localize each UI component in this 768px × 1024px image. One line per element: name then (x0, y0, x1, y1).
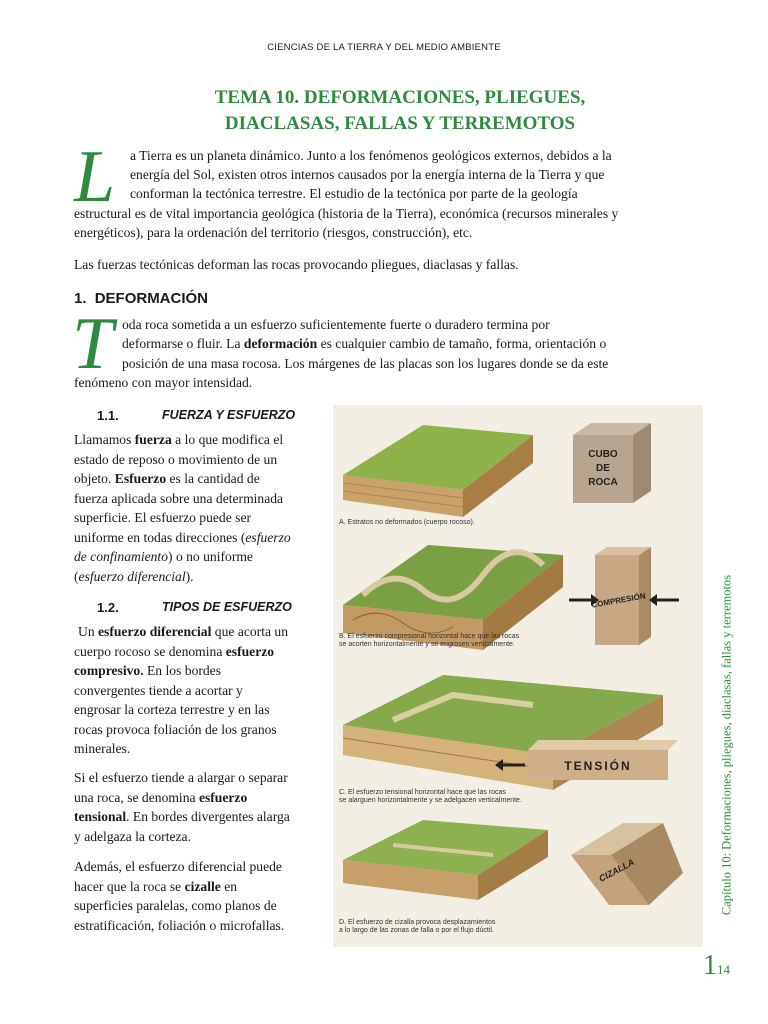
text-run: ). (185, 568, 194, 584)
caption-line: D. El esfuerzo de cizalla provoca desplazamientos (339, 919, 496, 926)
text-run: ( (74, 568, 79, 584)
text-run: Un (78, 624, 99, 639)
caption-line: C. El esfuerzo tensional horizontal hace que las rocas (339, 789, 506, 796)
running-header: CIENCIAS DE LA TIERRA Y DEL MEDIO AMBIENTE (267, 42, 501, 53)
text-run: cuerpo rocoso se denomina (74, 643, 226, 659)
text-run: objeto. (74, 471, 115, 486)
italic-term: esfuerzo diferencial (78, 568, 186, 584)
sub2-paragraph-3 (74, 857, 332, 935)
caption-line: se acorten horizontalmente y se engrosen verticalmente. (339, 641, 515, 648)
text-line: minerales. (74, 741, 131, 756)
intro-line: estructural es de vital importancia geológica (historia de la Tierra), económica (recursos minerales y (74, 206, 619, 221)
intro-line: energía del Sol, existen otros internos causados por la energía interna de la Tierra y que (130, 167, 605, 182)
compression-label: COMPRESIÓN (590, 591, 647, 610)
caption-line: se alarguen horizontalmente y se adelgacen verticalmente. (339, 797, 522, 804)
italic-term: esfuerzo (245, 529, 291, 545)
subsection-number: 1.1. (97, 408, 119, 423)
text-run: en (220, 878, 238, 894)
bold-term: tensional (74, 809, 127, 824)
rock-cube (573, 423, 651, 503)
text-line: superficie. El esfuerzo puede ser (74, 510, 252, 525)
caption-d (339, 919, 495, 935)
caption-line: a lo largo de las zonas de falla o por el flujo dúctil. (339, 927, 494, 934)
intro-line: a Tierra es un planeta dinámico. Junto a los fenómenos geológicos externos, debidos a la (130, 148, 612, 163)
text-line: fuerza aplicada sobre una determinada (74, 490, 284, 506)
text-run: . En bordes divergentes alarga (126, 809, 290, 824)
stress-types-figure (333, 405, 703, 947)
text-run: ) o no uniforme (168, 549, 253, 564)
page-title (140, 85, 660, 137)
figure-illustration (333, 405, 703, 947)
subsection-title: FUERZA Y ESFUERZO (162, 408, 296, 422)
bold-term: cizalle (184, 878, 221, 894)
bold-term: esfuerzo (225, 643, 275, 659)
bold-term: deformación (243, 336, 318, 351)
sub2-paragraph-2 (74, 768, 332, 846)
block-shear (343, 820, 548, 900)
page-number-small: 14 (717, 962, 730, 977)
section-line (122, 334, 606, 354)
bold-term: compresivo. (74, 663, 144, 678)
text-run: Llamamos (74, 432, 135, 447)
section-drop-cap: T (72, 303, 114, 385)
caption-b (339, 633, 519, 649)
text-line: rocas provoca foliación de los granos (74, 721, 277, 737)
intro-line: energéticos), para la ordenación del territorio (riesgos, construcción), etc. (74, 225, 473, 240)
text-line: superficies paralelas, como planos de (74, 898, 277, 913)
section-number: 1. (74, 290, 87, 307)
caption-c (339, 789, 522, 805)
text-run: es cualquier cambio de tamaño, forma, orientación o (317, 336, 607, 351)
cube-label-2: DE (596, 463, 610, 474)
section-line: fenómeno con mayor intensidad. (74, 375, 253, 390)
text-line: convergentes tiende a acortar y (74, 682, 243, 698)
section-line: posición de una masa rocosa. Los márgenes de las placas son los lugares donde se da este (122, 356, 609, 371)
text-run: hacer que la roca se (74, 878, 185, 894)
forces-paragraph: Las fuerzas tectónicas deforman las rocas provocando pliegues, diaclasas y fallas. (74, 257, 519, 272)
caption-line: B. El esfuerzo compresional horizontal hace que las rocas (339, 633, 520, 640)
intro-line: conforman la tectónica terrestre. El estudio de la tectónica por parte de la geología (130, 186, 578, 201)
shear-label: CIZALLA (597, 856, 636, 884)
subsection-number: 1.2. (97, 600, 119, 615)
text-run: uniforme en todas direcciones ( (74, 529, 246, 545)
sub2-paragraph-1 (74, 622, 332, 759)
block-undeformed (343, 425, 533, 517)
chapter-sidebar-text: Capítulo 10: Deformaciones, pliegues, diaclasas, fallas y terremotos (719, 574, 734, 916)
text-run: una roca, se denomina (74, 789, 199, 805)
bold-term: esfuerzo (198, 789, 248, 805)
title-line-2: DIACLASAS, FALLAS Y TERREMOTOS (224, 113, 576, 134)
text-run: deformarse o fluir. La (122, 336, 244, 351)
text-run: a lo que modifica el (171, 432, 284, 447)
italic-term: de confinamiento (74, 549, 169, 564)
tension-label: TENSIÓN (564, 759, 632, 773)
page-number (703, 950, 730, 982)
section-title: DEFORMACIÓN (94, 290, 209, 307)
bold-term: Esfuerzo (114, 471, 167, 486)
page-number-big: 1 (703, 950, 717, 981)
text-line: estado de reposo o movimiento de un (74, 451, 278, 467)
cube-label-1: CUBO (588, 449, 618, 460)
text-line: Además, el esfuerzo diferencial puede (74, 859, 282, 874)
bold-term: esfuerzo diferencial (98, 624, 212, 639)
text-run: que acorta un (211, 624, 289, 639)
caption-a: A. Estratos no deformados (cuerpo rocoso). (339, 519, 475, 526)
text-line: engrosar la corteza terrestre y en las (74, 702, 270, 717)
bold-term: fuerza (134, 432, 172, 447)
sub1-paragraph (74, 430, 329, 586)
title-line-1: TEMA 10. DEFORMACIONES, PLIEGUES, (214, 87, 586, 108)
text-run: En los bordes (143, 663, 222, 678)
text-run: es la cantidad de (166, 471, 260, 486)
chapter-sidebar (709, 545, 745, 945)
subsection-title: TIPOS DE ESFUERZO (162, 600, 292, 614)
text-line: y adelgaza la corteza. (74, 828, 191, 844)
cube-label-3: ROCA (588, 477, 618, 488)
text-line: estratificación, foliación o microfallas. (74, 917, 285, 933)
intro-drop-cap: L (74, 136, 116, 218)
section-line: oda roca sometida a un esfuerzo suficientemente fuerte o duradero termina por (122, 317, 550, 332)
text-line: Si el esfuerzo tiende a alargar o separar (74, 770, 288, 785)
